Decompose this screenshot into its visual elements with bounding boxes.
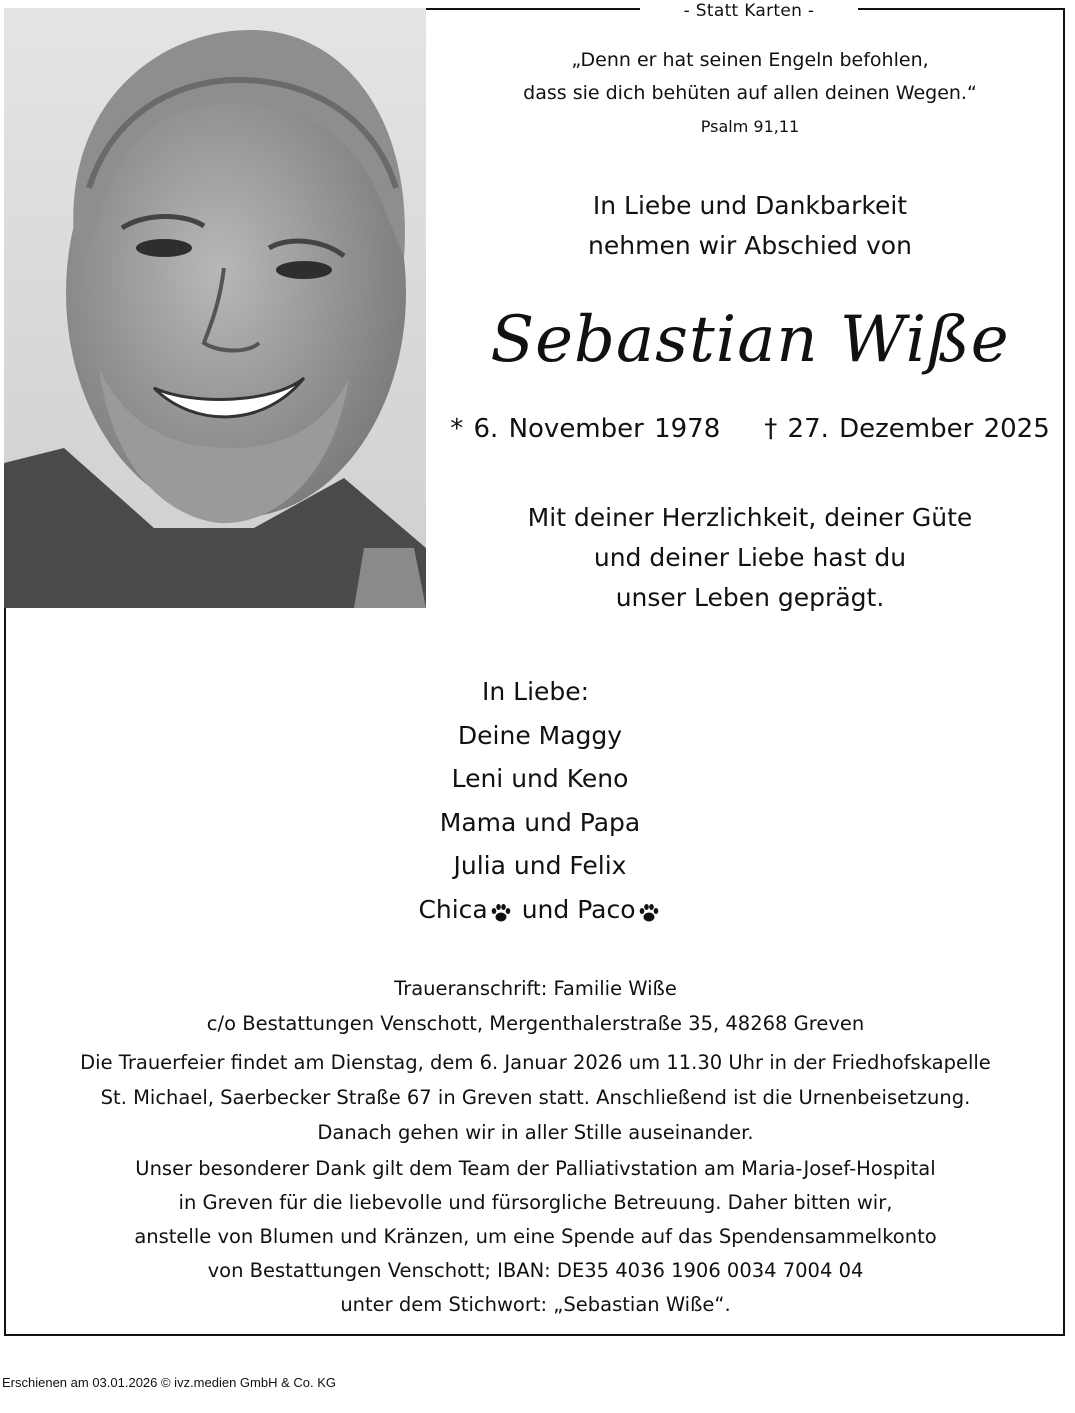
tribute-text [440,498,1060,618]
thanks-line: Unser besonderer Dank gilt dem Team der Palliativstation am Maria-Josef-Hospital [135,1157,936,1180]
portrait-illustration [4,8,426,608]
mourning-address [14,972,1057,1041]
family-member: Julia und Felix [453,851,627,880]
family-member: Deine Maggy [457,720,623,750]
death-date: † 27. Dezember 2025 [764,414,1050,444]
thanks-line: unter dem Stichwort: „Sebastian Wiße“. [340,1293,731,1316]
paw-icon [490,902,512,924]
service-line: Danach gehen wir in aller Stille auseinander. [317,1121,754,1144]
tribute-line: Mit deiner Herzlichkeit, deiner Güte [527,503,973,532]
pet-name: Paco [577,894,636,924]
address-line: c/o Bestattungen Venschott, Mergenthalerstraße 35, 48268 Greven [206,1011,865,1035]
thanks-donation-text [14,1152,1057,1322]
service-line: St. Michael, Saerbecker Straße 67 in Greven statt. Anschließend ist die Urnenbeisetzung. [100,1086,971,1109]
intro-line: nehmen wir Abschied von [588,231,912,260]
portrait-photo [4,8,426,608]
address-line: Traueranschrift: Familie Wiße [394,977,677,1000]
statt-karten-label: - Statt Karten - [640,0,858,22]
intro-line: In Liebe und Dankbarkeit [592,191,908,220]
paw-icon [638,902,660,924]
family-list [380,670,700,931]
pets-conjunction: und [521,894,570,924]
tribute-line: und deiner Liebe hast du [593,543,907,572]
pet-name: Chica [418,894,488,924]
family-heading: In Liebe: [482,677,590,706]
quote-line: „Denn er hat seinen Engeln befohlen, [571,49,929,71]
family-member: Leni und Keno [451,764,629,793]
life-dates [440,408,1060,450]
intro-text [440,186,1060,266]
tribute-line: unser Leben geprägt. [615,583,885,612]
birth-date: * 6. November 1978 [450,414,721,444]
publication-footer: Erschienen am 03.01.2026 © ivz.medien GmbH & Co. KG [2,1375,337,1390]
thanks-line: anstelle von Blumen und Kränzen, um eine Spende auf das Spendensammelkonto [134,1225,937,1248]
service-line: Die Trauerfeier findet am Dienstag, dem 6. Januar 2026 um 11.30 Uhr in der Friedhofskapelle [80,1051,991,1074]
funeral-service-info [14,1045,1057,1150]
thanks-line: von Bestattungen Venschott; IBAN: DE35 4036 1906 0034 7004 04 [207,1259,864,1282]
quote-line: dass sie dich behüten auf allen deinen Wegen.“ [523,82,977,104]
family-member: Mama und Papa [439,807,641,837]
deceased-name: Sebastian Wiße [490,303,1010,377]
quote-source: Psalm 91,11 [700,117,800,136]
pets-line [380,888,700,932]
bible-quote [440,44,1060,110]
thanks-line: in Greven für die liebevolle und fürsorgliche Betreuung. Daher bitten wir, [178,1191,893,1214]
